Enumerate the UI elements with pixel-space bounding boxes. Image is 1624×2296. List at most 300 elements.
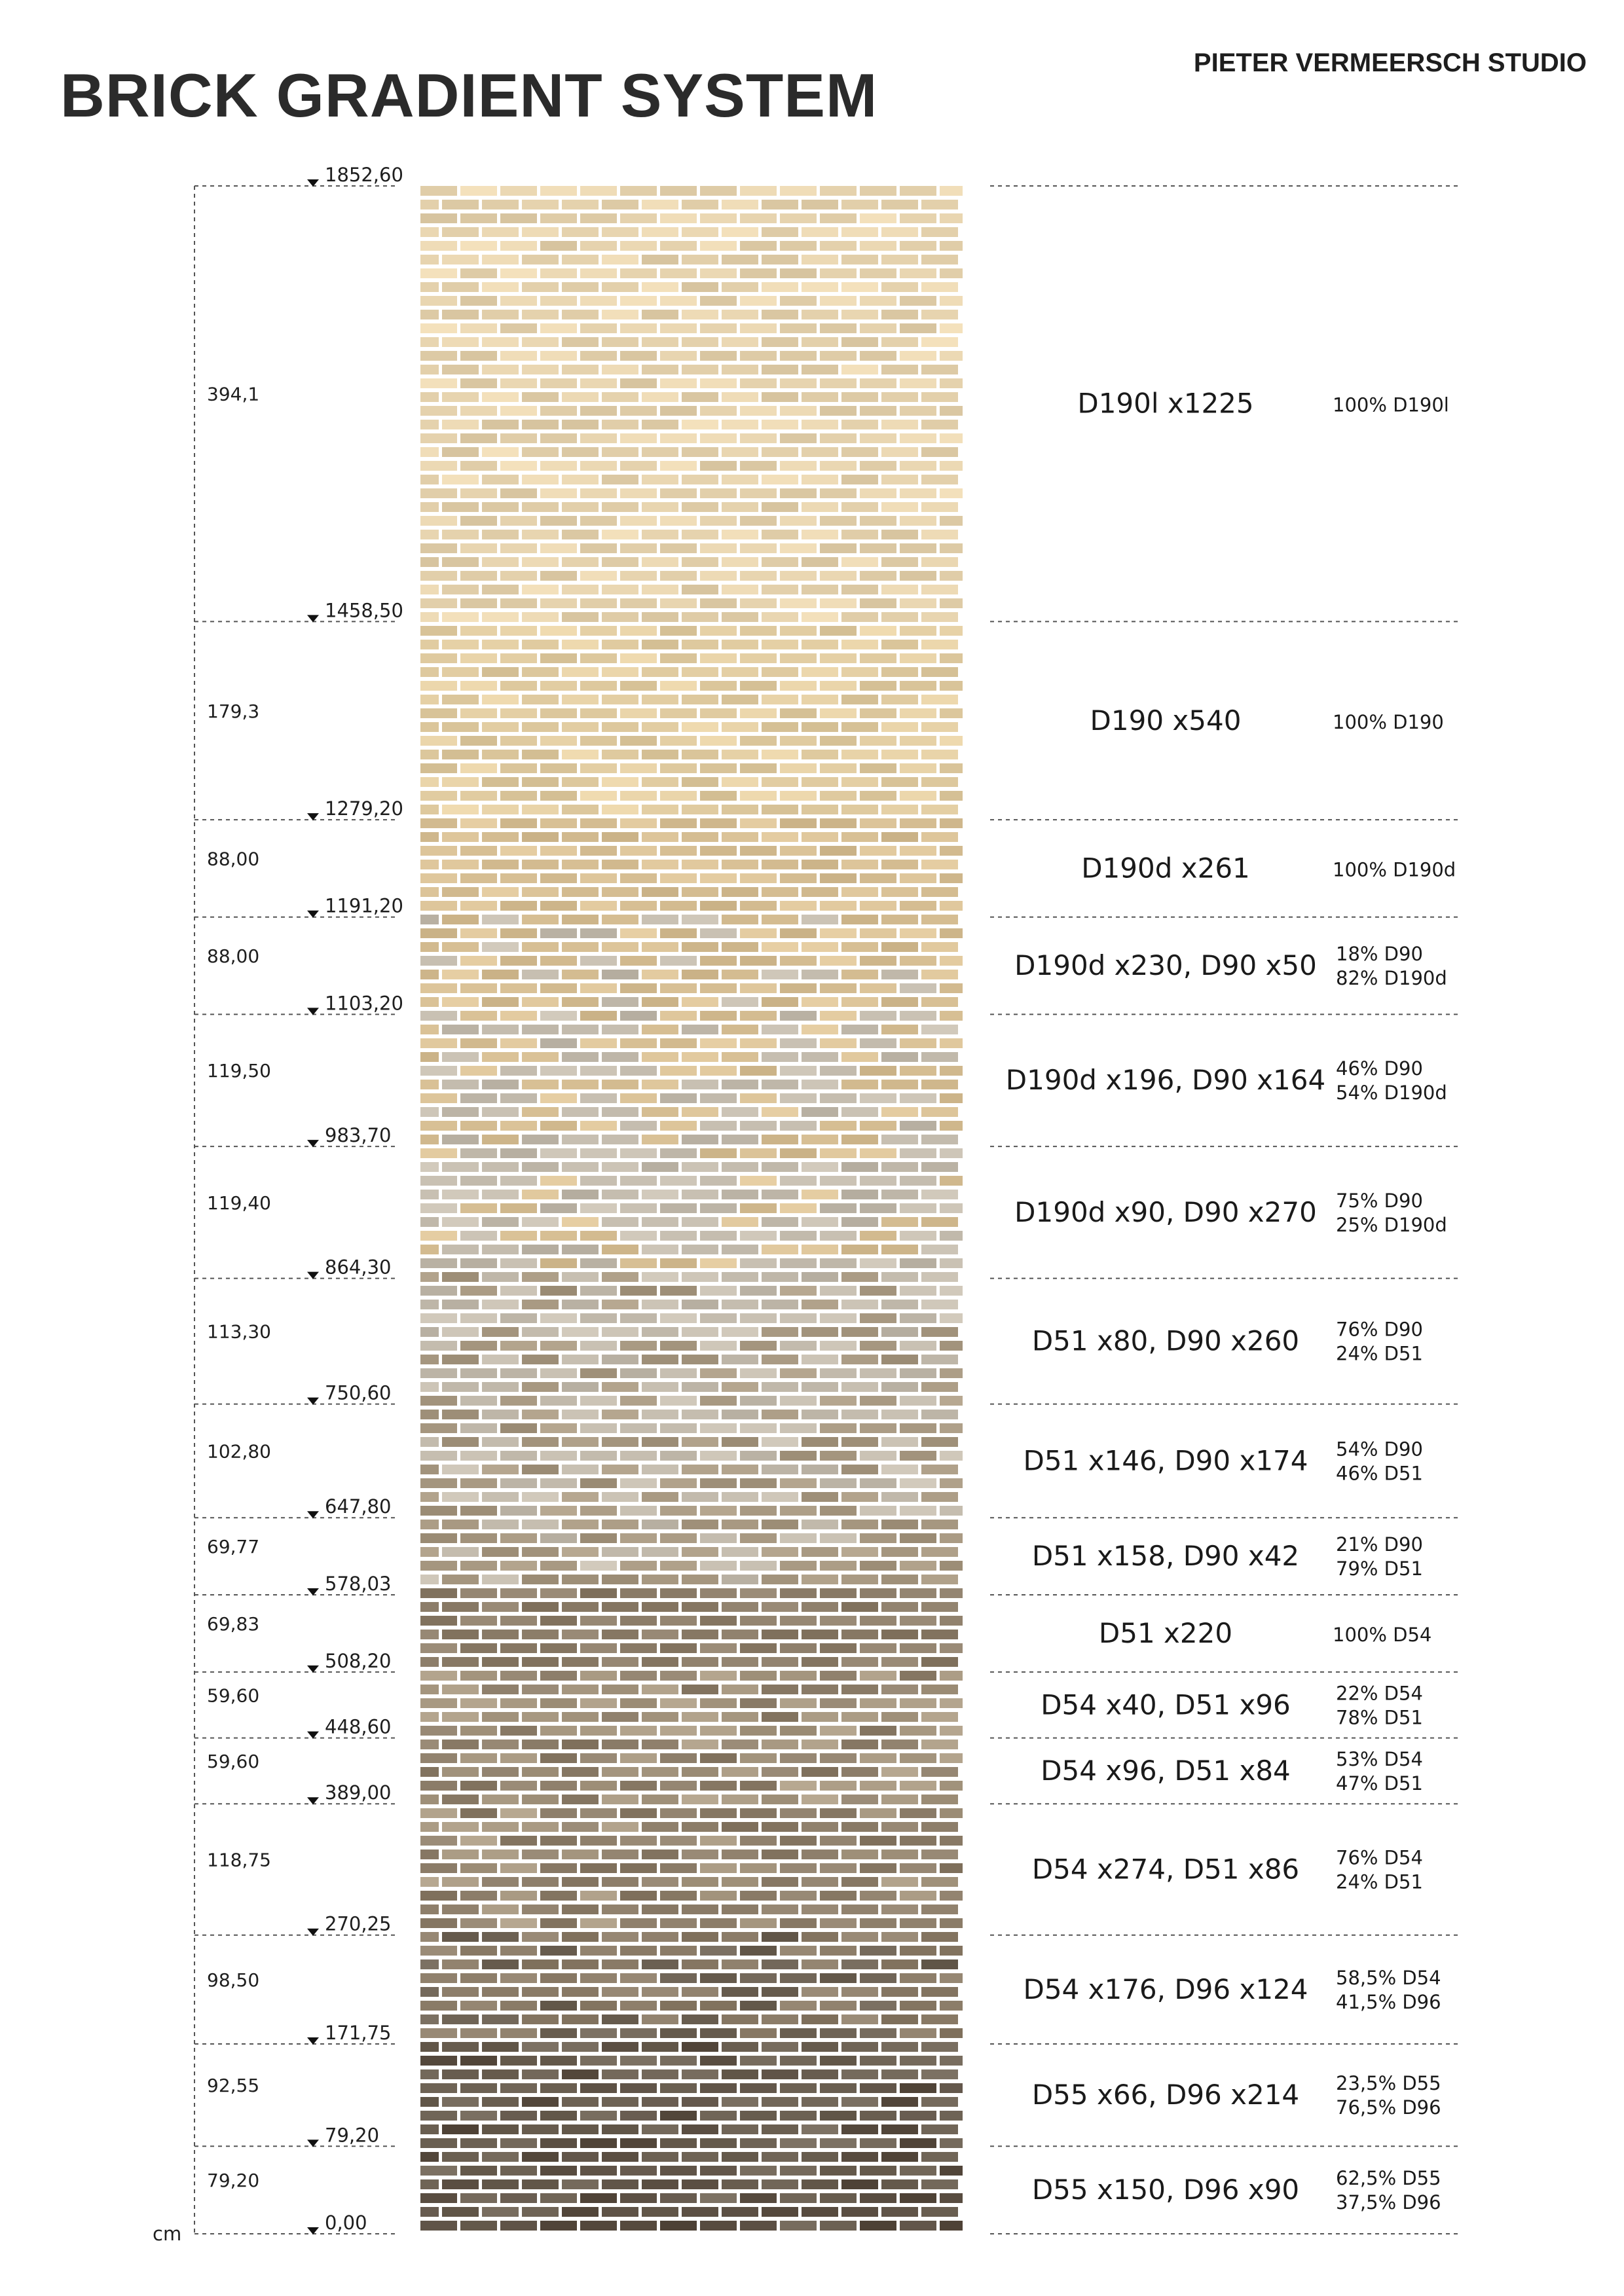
brick [500,928,537,938]
brick [460,1918,497,1928]
brick [700,1753,737,1763]
brick [820,1891,857,1901]
brick [802,1987,838,1997]
band-label: D190d x90, D90 x270 [1014,1195,1317,1228]
brick [860,1286,896,1296]
brick [740,1643,777,1653]
brick [420,1616,457,1626]
brick [860,1423,896,1433]
brick [482,997,519,1007]
brick [940,461,963,471]
brick [420,1052,439,1062]
brick [820,2193,857,2203]
brick [841,1740,878,1749]
brick [740,351,777,361]
brick [762,1052,798,1062]
brick [682,255,718,264]
brick [762,255,798,264]
brick [500,186,537,196]
brick [660,736,697,746]
brick [700,2221,737,2231]
brick [500,1616,537,1626]
brick [722,1190,758,1199]
brick [682,1850,718,1859]
brick [460,1148,497,1158]
brick [460,763,497,773]
brick [881,392,918,402]
brick [940,1698,963,1708]
brick [841,530,878,539]
brick [780,1478,817,1488]
brick [540,1561,577,1571]
brick [500,1973,537,1983]
brick [500,873,537,883]
brick [540,1231,577,1241]
brick [482,1987,519,1997]
brick [420,750,439,759]
brick [802,530,838,539]
brick [881,1492,918,1502]
brick [420,1066,457,1076]
brick [762,310,798,319]
brick [921,777,958,787]
brick [700,1836,737,1846]
brick [660,1121,697,1131]
brick [602,887,638,897]
brick [420,763,457,773]
level-marker-icon [307,179,319,187]
brick [682,1300,718,1309]
brick [562,420,599,429]
brick [762,502,798,512]
brick [660,1011,697,1021]
brick [740,1616,777,1626]
brick [881,1822,918,1832]
brick [940,543,963,553]
brick [482,887,519,897]
brick [780,516,817,526]
brick [700,1533,737,1543]
brick [780,1643,817,1653]
brick [620,1836,657,1846]
brick [780,736,817,746]
brick [442,1382,479,1392]
brick [460,2111,497,2121]
brick [881,2179,918,2189]
brick [660,2028,697,2038]
brick [780,1231,817,1241]
level-value: 1458,50 [325,599,403,622]
brick [722,1492,758,1502]
brick [722,860,758,869]
brick [722,200,758,210]
brick [722,2152,758,2162]
brick [500,1066,537,1076]
brick [562,777,599,787]
brick [500,763,537,773]
brick [841,200,878,210]
brick [420,1506,457,1516]
brick [762,777,798,787]
brick [642,1822,678,1832]
brick [740,928,777,938]
brick [841,1217,878,1227]
brick [682,502,718,512]
brick [820,516,857,526]
brick [482,942,519,952]
brick [580,1148,617,1158]
brick [841,1850,878,1859]
brick [722,1740,758,1749]
brick [420,365,439,374]
brick [740,846,777,856]
brick [602,1465,638,1474]
brick [562,1547,599,1557]
brick [860,1726,896,1736]
brick [802,475,838,484]
brick [700,1478,737,1488]
brick [940,571,963,581]
brick [700,763,737,773]
brick [642,1959,678,1969]
brick [722,1657,758,1667]
brick [562,1657,599,1667]
brick [940,626,963,636]
brick [442,1492,479,1502]
brick [820,626,857,636]
brick [620,543,657,553]
brick [900,406,936,416]
brick [420,1272,439,1282]
brick [620,2221,657,2231]
brick [900,1478,936,1488]
brick [642,777,678,787]
brick [522,1107,559,1117]
brick [900,2138,936,2148]
brick [602,1437,638,1447]
brick [740,516,777,526]
brick [860,213,896,223]
brick [841,282,878,292]
brick [762,1437,798,1447]
brick [820,1946,857,1956]
brick [940,846,963,856]
brick [820,1148,857,1158]
brick [442,2042,479,2052]
brick [602,2097,638,2107]
brick [900,598,936,608]
brick [722,1877,758,1887]
brick [482,530,519,539]
brick [620,186,657,196]
brick [500,1093,537,1103]
brick [460,736,497,746]
brick [780,1121,817,1131]
brick [881,502,918,512]
brick [642,1190,678,1199]
brick [620,763,657,773]
brick [420,2124,439,2134]
brick [762,557,798,567]
brick [522,997,559,1007]
brick [602,970,638,979]
band-percentage: 21% D90 [1336,1533,1423,1556]
brick [780,1093,817,1103]
brick [500,1588,537,1598]
brick [940,268,963,278]
brick [940,516,963,526]
brick [602,2152,638,2162]
brick [420,791,457,801]
brick [722,1437,758,1447]
brick [740,1506,777,1516]
brick [602,255,638,264]
brick [740,2001,777,2011]
brick [860,708,896,718]
band-label: D55 x66, D96 x214 [1031,2079,1300,2111]
brick [740,378,777,388]
brick [420,1341,457,1351]
brick [642,1410,678,1419]
brick [682,585,718,594]
brick [722,1300,758,1309]
brick [460,1011,497,1021]
brick [500,461,537,471]
brick [442,227,479,237]
brick [841,860,878,869]
brick [841,1795,878,1804]
brick [940,378,963,388]
brick [682,1602,718,1612]
brick [780,983,817,993]
brick [900,1396,936,1406]
level-marker-icon [307,1666,319,1673]
brick [660,1946,697,1956]
brick [602,1382,638,1392]
brick [420,1011,457,1021]
brick [820,378,857,388]
brick [802,1959,838,1969]
brick [820,2001,857,2011]
brick [740,1891,777,1901]
brick [620,1671,657,1681]
brick [442,1272,479,1282]
brick [522,255,559,264]
brick [841,2152,878,2162]
brick [700,433,737,443]
brick [722,1080,758,1089]
brick [722,502,758,512]
brick [740,1973,777,1983]
brick [682,2152,718,2162]
brick [460,1451,497,1461]
brick [482,1052,519,1062]
brick [442,447,479,457]
band-percentage: 100% D190 [1333,710,1444,733]
brick [522,750,559,759]
brick [500,2166,537,2176]
brick [740,1753,777,1763]
brick [860,681,896,691]
brick [881,915,918,924]
brick [900,1341,936,1351]
brick [540,2193,577,2203]
brick [642,1437,678,1447]
brick [642,667,678,677]
brick [860,846,896,856]
brick [860,736,896,746]
brick [762,1217,798,1227]
brick [921,2069,958,2079]
brick [841,1767,878,1777]
brick [820,791,857,801]
brick [682,2014,718,2024]
brick [540,1341,577,1351]
brick [940,2083,963,2093]
brick [921,1932,958,1942]
band-percentage: 53% D54 [1336,1747,1423,1770]
brick [460,1478,497,1488]
brick [802,420,838,429]
brick [580,956,617,966]
brick [660,268,697,278]
brick [740,1533,777,1543]
brick [921,2014,958,2024]
brick [900,1148,936,1158]
brick [522,1272,559,1282]
brick [522,1630,559,1639]
brick [700,1561,737,1571]
brick [620,598,657,608]
brick [460,1533,497,1543]
band-height: 98,50 [207,1969,260,1991]
brick [580,1451,617,1461]
brick [642,1107,678,1117]
brick [940,2111,963,2121]
brick [802,337,838,347]
brick [762,1245,798,1254]
brick [780,2138,817,2148]
brick [642,2097,678,2107]
brick [682,1712,718,1722]
brick [500,653,537,663]
brick [500,901,537,911]
brick [580,461,617,471]
brick [940,1808,963,1818]
brick [780,1808,817,1818]
brick [660,241,697,251]
brick [802,1575,838,1584]
brick [921,1217,958,1227]
brick [820,186,857,196]
brick [500,1781,537,1791]
brick [540,2138,577,2148]
brick [420,1561,457,1571]
brick [642,1795,678,1804]
brick [420,1465,439,1474]
brick [420,337,439,347]
brick [921,970,958,979]
brick [762,1492,798,1502]
brick [500,2138,537,2148]
brick [580,1643,617,1653]
brick [540,1258,577,1268]
brick [602,1327,638,1337]
brick [562,1795,599,1804]
brick [522,612,559,622]
level-marker-icon [307,1797,319,1804]
brick [522,805,559,814]
brick [820,543,857,553]
brick [420,915,439,924]
brick [420,1877,439,1887]
brick [500,1478,537,1488]
brick [500,956,537,966]
brick [921,1355,958,1364]
brick [460,1231,497,1241]
brick [620,1396,657,1406]
brick [420,1038,457,1048]
brick [740,406,777,416]
brick [522,1877,559,1887]
brick [820,1561,857,1571]
brick [820,1533,857,1543]
brick [602,1052,638,1062]
brick [881,1712,918,1722]
band-percentage: 54% D90 [1336,1438,1423,1461]
brick [420,1410,439,1419]
brick [921,667,958,677]
brick [482,1547,519,1557]
brick [620,708,657,718]
brick [940,2001,963,2011]
brick [780,1176,817,1186]
brick [740,1863,777,1873]
brick [881,805,918,814]
brick [660,983,697,993]
brick [580,543,617,553]
brick [820,983,857,993]
brick [540,1176,577,1186]
brick [860,1478,896,1488]
brick [580,1946,617,1956]
brick [562,1190,599,1199]
band-percentage: 76,5% D96 [1336,2096,1441,2119]
brick [802,1355,838,1364]
brick [860,406,896,416]
brick [700,1066,737,1076]
brick [881,1795,918,1804]
brick [642,365,678,374]
brick [841,2014,878,2024]
brick [802,2152,838,2162]
brick [540,1368,577,1378]
brick [700,1863,737,1873]
brick [420,420,439,429]
brick [602,310,638,319]
brick [921,1080,958,1089]
brick [940,1011,963,1021]
brick [442,860,479,869]
level-marker-icon [307,1398,319,1405]
brick [460,543,497,553]
brick [740,323,777,333]
brick [900,1588,936,1598]
brick [820,1973,857,1983]
brick [700,1396,737,1406]
brick [722,227,758,237]
brick [562,970,599,979]
